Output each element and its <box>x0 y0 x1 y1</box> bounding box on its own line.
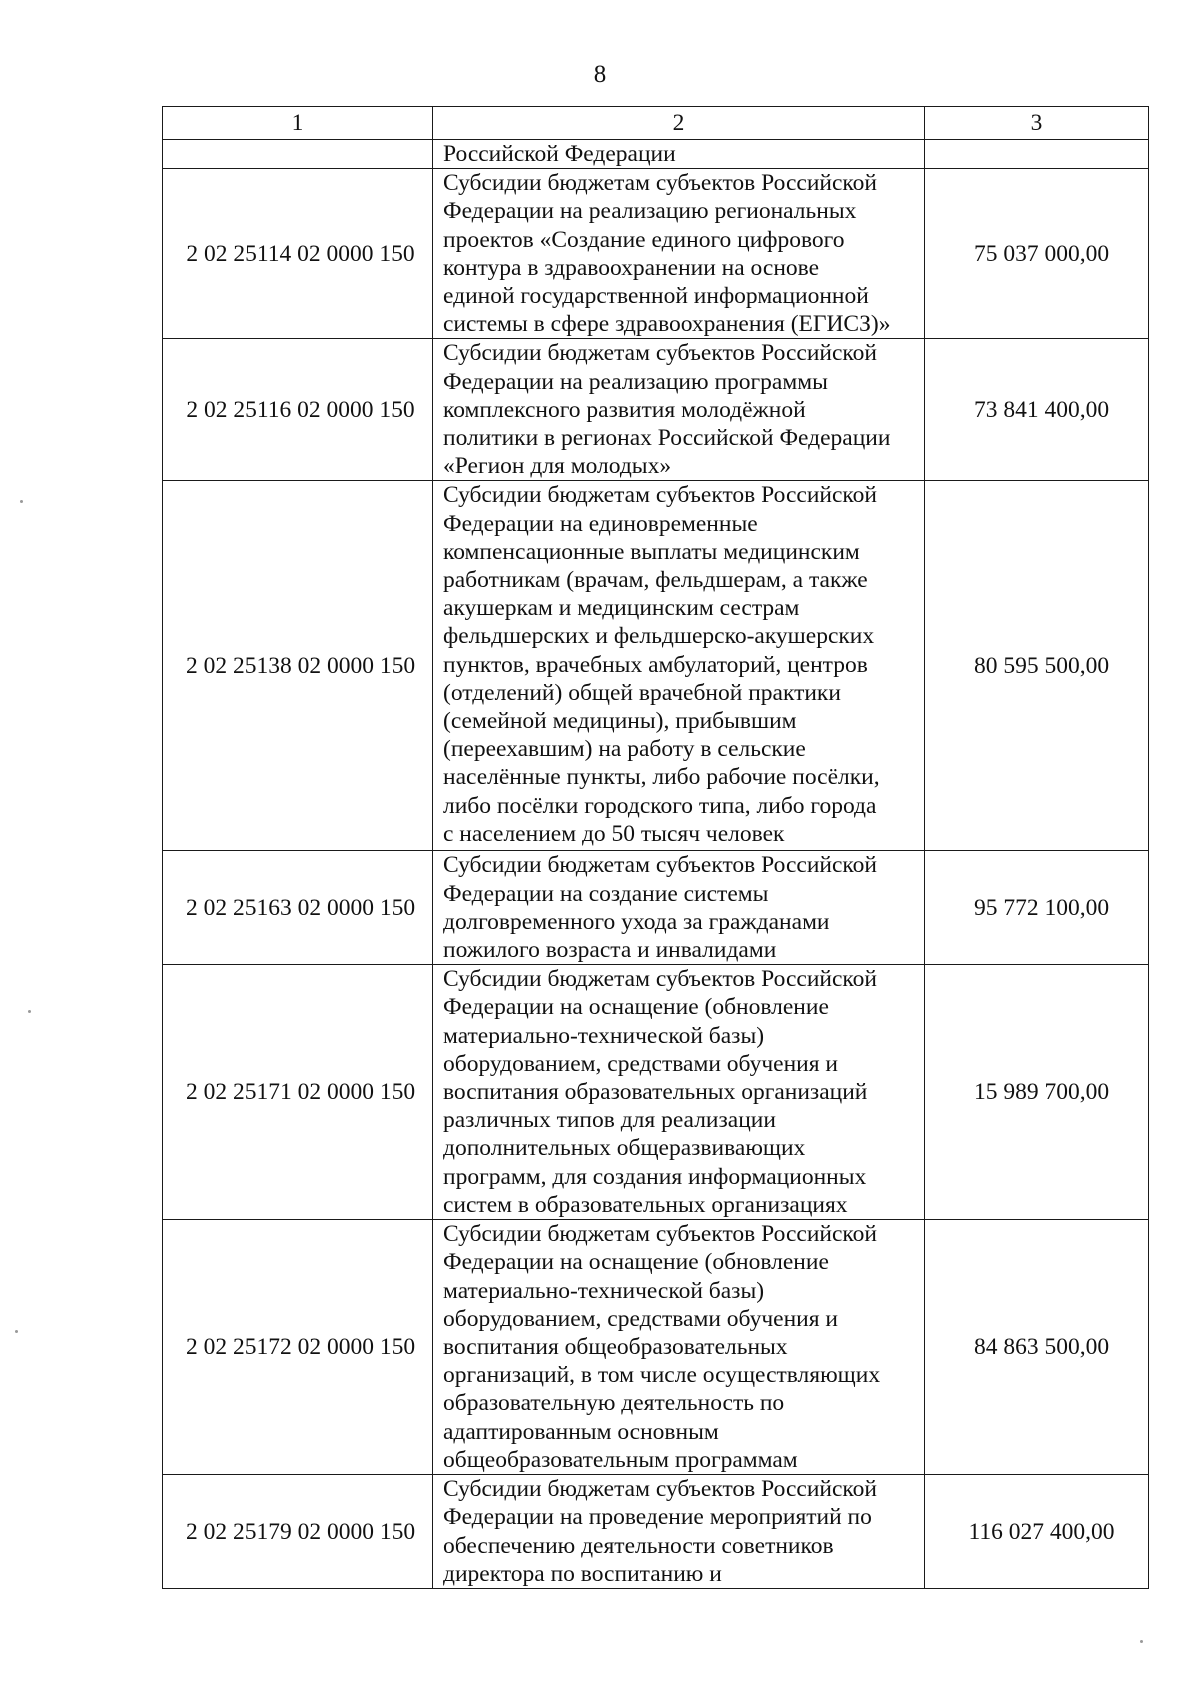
amount-cell <box>925 140 1149 169</box>
budget-code-cell: 2 02 25163 02 0000 150 <box>163 851 433 965</box>
revenue-name-cell: Субсидии бюджетам субъектов Российской Федерации на единовременные компенсационные выплаты медицинским работникам (врачам, фельдшерам, а также акушеркам и медицинским сестрам фельдшерских и фельдшерско-акушерских пунктов, врачебных амбулаторий, центров (отделений) общей врачебной практики (семейной медицины), прибывшим (переехавшим) на работу в сельские населённые пункты, либо рабочие посёлки, либо посёлки городского типа, либо города с населением до 50 тысяч человек <box>433 481 925 851</box>
table-body <box>163 107 1149 1589</box>
budget-code-cell <box>163 140 433 169</box>
scan-speck <box>15 1330 18 1333</box>
table-row <box>163 481 1149 851</box>
table-row <box>163 339 1149 481</box>
budget-code-cell: 2 02 25179 02 0000 150 <box>163 1475 433 1589</box>
table-header-row <box>163 107 1149 140</box>
revenue-name-cell: Российской Федерации <box>433 140 925 169</box>
budget-code-cell: 2 02 25114 02 0000 150 <box>163 169 433 339</box>
page-number: 8 <box>593 61 607 88</box>
budget-code-cell: 2 02 25138 02 0000 150 <box>163 481 433 851</box>
revenue-name-cell: Субсидии бюджетам субъектов Российской Федерации на реализацию региональных проектов «Создание единого цифрового контура в здравоохранении на основе единой государственной информационной системы в сфере здравоохранения (ЕГИСЗ)» <box>433 169 925 339</box>
amount-cell: 84 863 500,00 <box>925 1220 1149 1475</box>
amount-cell: 75 037 000,00 <box>925 169 1149 339</box>
budget-code-cell: 2 02 25171 02 0000 150 <box>163 965 433 1220</box>
revenue-name-cell: Субсидии бюджетам субъектов Российской Федерации на оснащение (обновление материально-технической базы) оборудованием, средствами обучения и воспитания образовательных организаций различных типов для реализации дополнительных общеразвивающих программ, для создания информационных систем в образовательных организациях <box>433 965 925 1220</box>
scan-speck <box>1140 1640 1143 1643</box>
budget-code-cell: 2 02 25172 02 0000 150 <box>163 1220 433 1475</box>
revenue-name-cell: Субсидии бюджетам субъектов Российской Федерации на оснащение (обновление материально-технической базы) оборудованием, средствами обучения и воспитания общеобразовательных организаций, в том числе осуществляющих образовательную деятельность по адаптированным основным общеобразовательным программам <box>433 1220 925 1475</box>
table-row <box>163 140 1149 169</box>
table-row <box>163 1475 1149 1589</box>
amount-cell: 116 027 400,00 <box>925 1475 1149 1589</box>
column-number-2: 2 <box>433 107 925 140</box>
amount-cell: 80 595 500,00 <box>925 481 1149 851</box>
amount-cell: 15 989 700,00 <box>925 965 1149 1220</box>
amount-cell: 73 841 400,00 <box>925 339 1149 481</box>
table-row <box>163 851 1149 965</box>
budget-code-cell: 2 02 25116 02 0000 150 <box>163 339 433 481</box>
table-row <box>163 169 1149 339</box>
revenue-name-cell: Субсидии бюджетам субъектов Российской Федерации на проведение мероприятий по обеспечению деятельности советников директора по воспитанию и <box>433 1475 925 1589</box>
revenue-name-cell: Субсидии бюджетам субъектов Российской Федерации на реализацию программы комплексного развития молодёжной политики в регионах Российской Федерации «Регион для молодых» <box>433 339 925 481</box>
amount-cell: 95 772 100,00 <box>925 851 1149 965</box>
budget-revenue-table <box>162 106 1149 1589</box>
column-number-3: 3 <box>925 107 1149 140</box>
table-row <box>163 965 1149 1220</box>
scan-speck <box>20 500 23 503</box>
column-number-1: 1 <box>163 107 433 140</box>
scan-speck <box>28 1010 31 1013</box>
revenue-name-cell: Субсидии бюджетам субъектов Российской Федерации на создание системы долговременного ухода за гражданами пожилого возраста и инвалидами <box>433 851 925 965</box>
table-row <box>163 1220 1149 1475</box>
